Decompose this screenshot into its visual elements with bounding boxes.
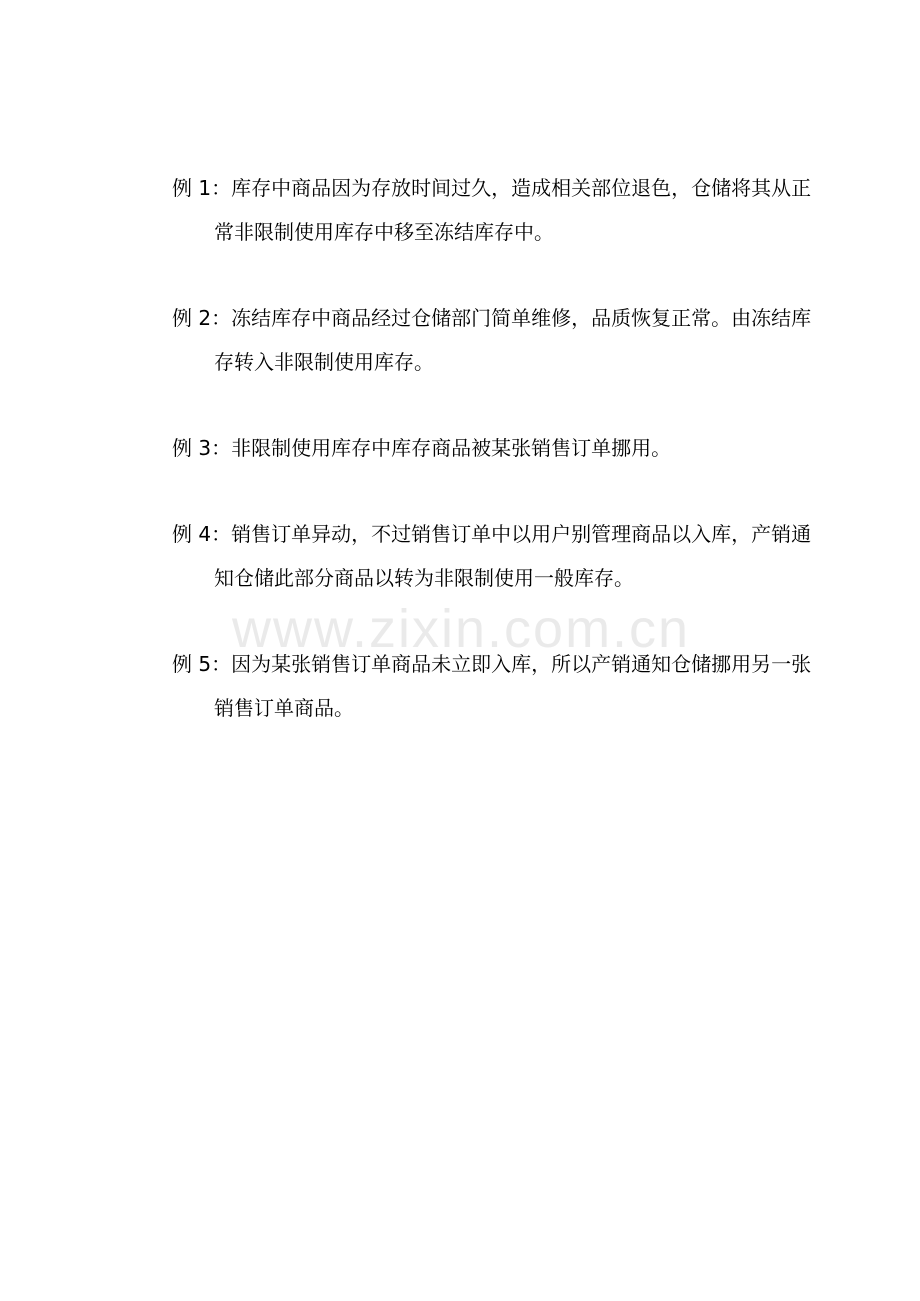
example-3: 例 3：非限制使用库存中库存商品被某张销售订单挪用。 [172, 436, 672, 460]
example-2: 例 2：冻结库存中商品经过仓储部门简单维修，品质恢复正常。由冻结库存转入非限制使用库存。 [172, 306, 812, 374]
example-4: 例 4：销售订单异动，不过销售订单中以用户别管理商品以入库，产销通知仓储此部分商品以转为非限制使用一般库存。 [172, 522, 812, 590]
example-list [172, 166, 812, 772]
example-5: 例 5：因为某张销售订单商品未立即入库，所以产销通知仓储挪用另一张销售订单商品。 [172, 652, 812, 720]
example-1: 例 1：库存中商品因为存放时间过久，造成相关部位退色，仓储将其从正常非限制使用库存中移至冻结库存中。 [172, 176, 812, 244]
watermark: www.zixin.com.cn [232, 599, 691, 659]
